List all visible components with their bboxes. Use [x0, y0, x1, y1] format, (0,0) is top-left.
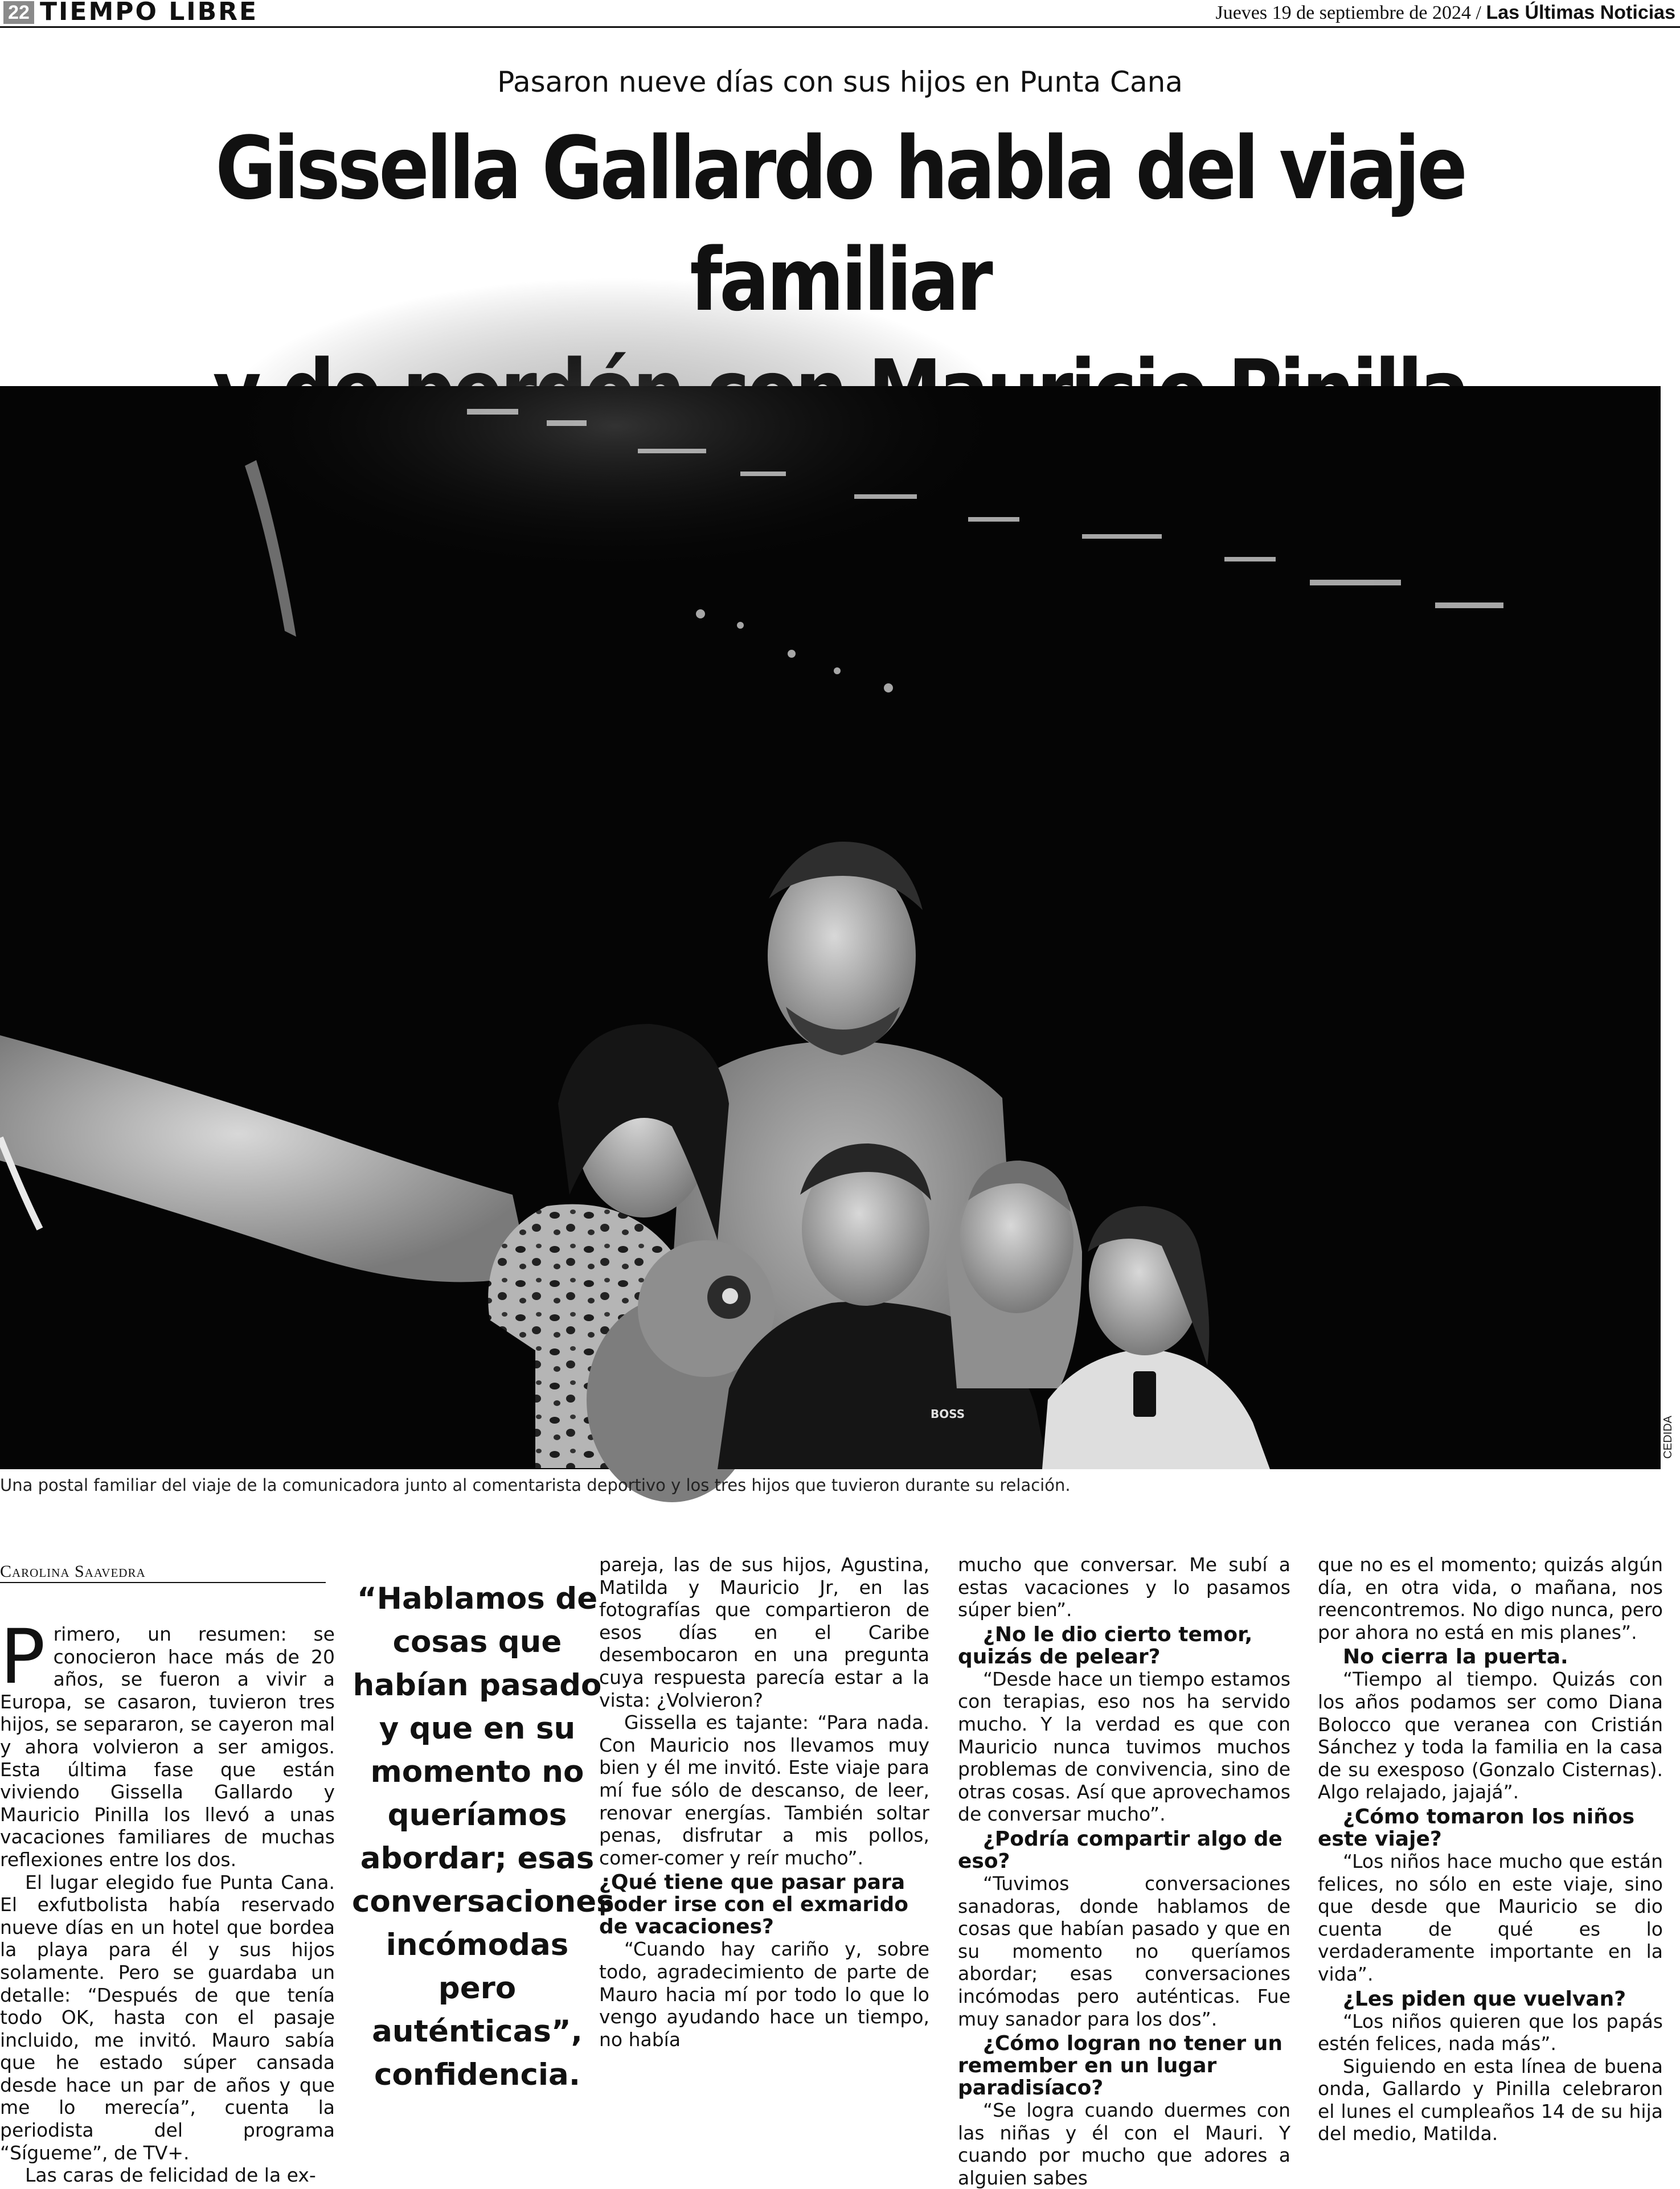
drop-cap: P [0, 1613, 46, 1701]
section-name: TIEMPO LIBRE [40, 0, 259, 26]
byline: Carolina Saavedra [0, 1562, 146, 1581]
pull-quote: “Hablamos de cosas que habían pasado y que en su momento no queríamos abordar; esas conversaciones incómodas pero auténticas”, confidencia. [352, 1581, 614, 2092]
paragraph: mucho que conversar. Me subí a estas vacaciones y lo pasamos súper bien”. [958, 1553, 1290, 1621]
photo-caption: Una postal familiar del viaje de la comunicadora junto al comentarista deportivo y los tres hijos que tuvieron durante su relación. [0, 1475, 1071, 1495]
headline-line-1: Gissella Gallardo habla del viaje familiar [215, 118, 1465, 330]
interview-question: ¿Qué tiene que pasar para poder irse con el exmarido de vacaciones? [599, 1871, 909, 1939]
interview-question: ¿Cómo logran no tener un remember en un lugar paradisíaco? [958, 2032, 1282, 2100]
paragraph: “Los niños quieren que los papás estén felices, nada más”. [1318, 2010, 1663, 2055]
paragraph: “Cuando hay cariño y, sobre todo, agradecimiento de parte de Mauro hacia mí por todo lo que lo vengo ayudando hace un tiempo, no había [599, 1938, 929, 2051]
interview-question: ¿No le dio cierto temor, quizás de pelear? [958, 1622, 1253, 1669]
header-rule [0, 26, 1680, 28]
paragraph: El lugar elegido fue Punta Cana. El exfutbolista había reservado nueve días en un hotel que bordea la playa para él y sus hijos solamente. Pero se guardaba un detalle: “Después de que tenía todo OK, hasta con el pasaje incluido, me invitó. Mauro sabía que he estado súper cansada desde hace un par de años y que me lo merecía”, cuenta la periodista del programa “Sígueme”, de TV+. [0, 1871, 335, 2164]
paragraph-text: rimero, un resumen: se conocieron hace más de 20 años, se fueron a vivir a Europa, se casaron, tuvieron tres hijos, se separaron, se cayeron mal y ahora volvieron a ser amigos. Esta última fase que están viviendo Gissella Gallardo y Mauricio Pinilla los llevó a unas vacaciones familiares de muchas reflexiones entre los dos. [0, 1623, 335, 1871]
paragraph: “Tuvimos conversaciones sanadoras, donde hablamos de cosas que habían pasado y que en su momento no queríamos abordar; esas conversaciones incómodas pero auténticas. Fue muy sanador para los dos”. [958, 1872, 1290, 2030]
photo-credit: CEDIDA [1662, 1416, 1674, 1459]
page-number: 22 [3, 1, 34, 24]
interview-question: ¿Les piden que vuelvan? [1343, 1987, 1626, 2011]
byline-rule [0, 1582, 326, 1583]
paragraph: Gissella es tajante: “Para nada. Con Mauricio nos llevamos muy bien y él me invitó. Este viaje para mí fue sólo de descanso, de leer, renovar energías. También soltar penas, disfrutar a mis pollos, comer-comer y reír mucho”. [599, 1711, 929, 1869]
dateline-separator: / [1476, 2, 1481, 23]
article-column-4 [1318, 1553, 1663, 2148]
paragraph: Siguiendo en esta línea de buena onda, Gallardo y Pinilla celebraron el lunes el cumpleaños 14 de su hija del medio, Matilda. [1318, 2055, 1663, 2145]
article-photo [0, 386, 1661, 1469]
dateline [1215, 1, 1675, 24]
issue-date: Jueves 19 de septiembre de 2024 [1215, 2, 1471, 23]
paragraph: Las caras de felicidad de la ex- [25, 2164, 316, 2187]
interview-question: ¿Cómo tomaron los niños este viaje? [1318, 1805, 1634, 1851]
interview-question: No cierra la puerta. [1343, 1645, 1568, 1669]
paragraph: que no es el momento; quizás algún día, en otra vida, o mañana, nos reencontremos. No digo nunca, pero por ahora no está en mis planes”. [1318, 1553, 1663, 1643]
paragraph: “Tiempo al tiempo. Quizás con los años podamos ser como Diana Bolocco que veranea con Cristián Sánchez y toda la familia en la casa de su exesposo (Gonzalo Cisternas). Algo relajado, jajajá”. [1318, 1668, 1663, 1803]
page-header [0, 0, 1680, 26]
shirt-logo: BOSS [931, 1407, 965, 1421]
article-column-1 [0, 1613, 335, 2187]
paragraph: “Los niños hace mucho que están felices, no sólo en este viaje, sino que desde que Mauricio se dio cuenta de qué es lo verdaderamente importante en la vida”. [1318, 1850, 1663, 1985]
interview-question: ¿Podría compartir algo de eso? [958, 1827, 1282, 1873]
kicker: Pasaron nueve días con sus hijos en Punta Cana [497, 65, 1183, 99]
paragraph [0, 1613, 335, 1871]
article-column-2 [599, 1553, 929, 2148]
paragraph: “Se logra cuando duermes con las niñas y él con el Mauri. Y cuando por mucho que adores a alguien sabes [958, 2099, 1290, 2189]
paragraph: pareja, las de sus hijos, Agustina, Matilda y Mauricio Jr, en las fotografías que compartieron de esos días en el Caribe desembocaron en una pregunta cuya respuesta parecía estar a la vista: ¿Volvieron? [599, 1553, 929, 1711]
publication-name: Las Últimas Noticias [1486, 2, 1675, 23]
paragraph: “Desde hace un tiempo estamos con terapias, eso nos ha servido mucho. Y la verdad es que con Mauricio nunca tuvimos muchos problemas de convivencia, sino de otras cosas. Así que aprovechamos de conversar mucho”. [958, 1667, 1290, 1826]
article-column-3 [958, 1553, 1290, 2189]
